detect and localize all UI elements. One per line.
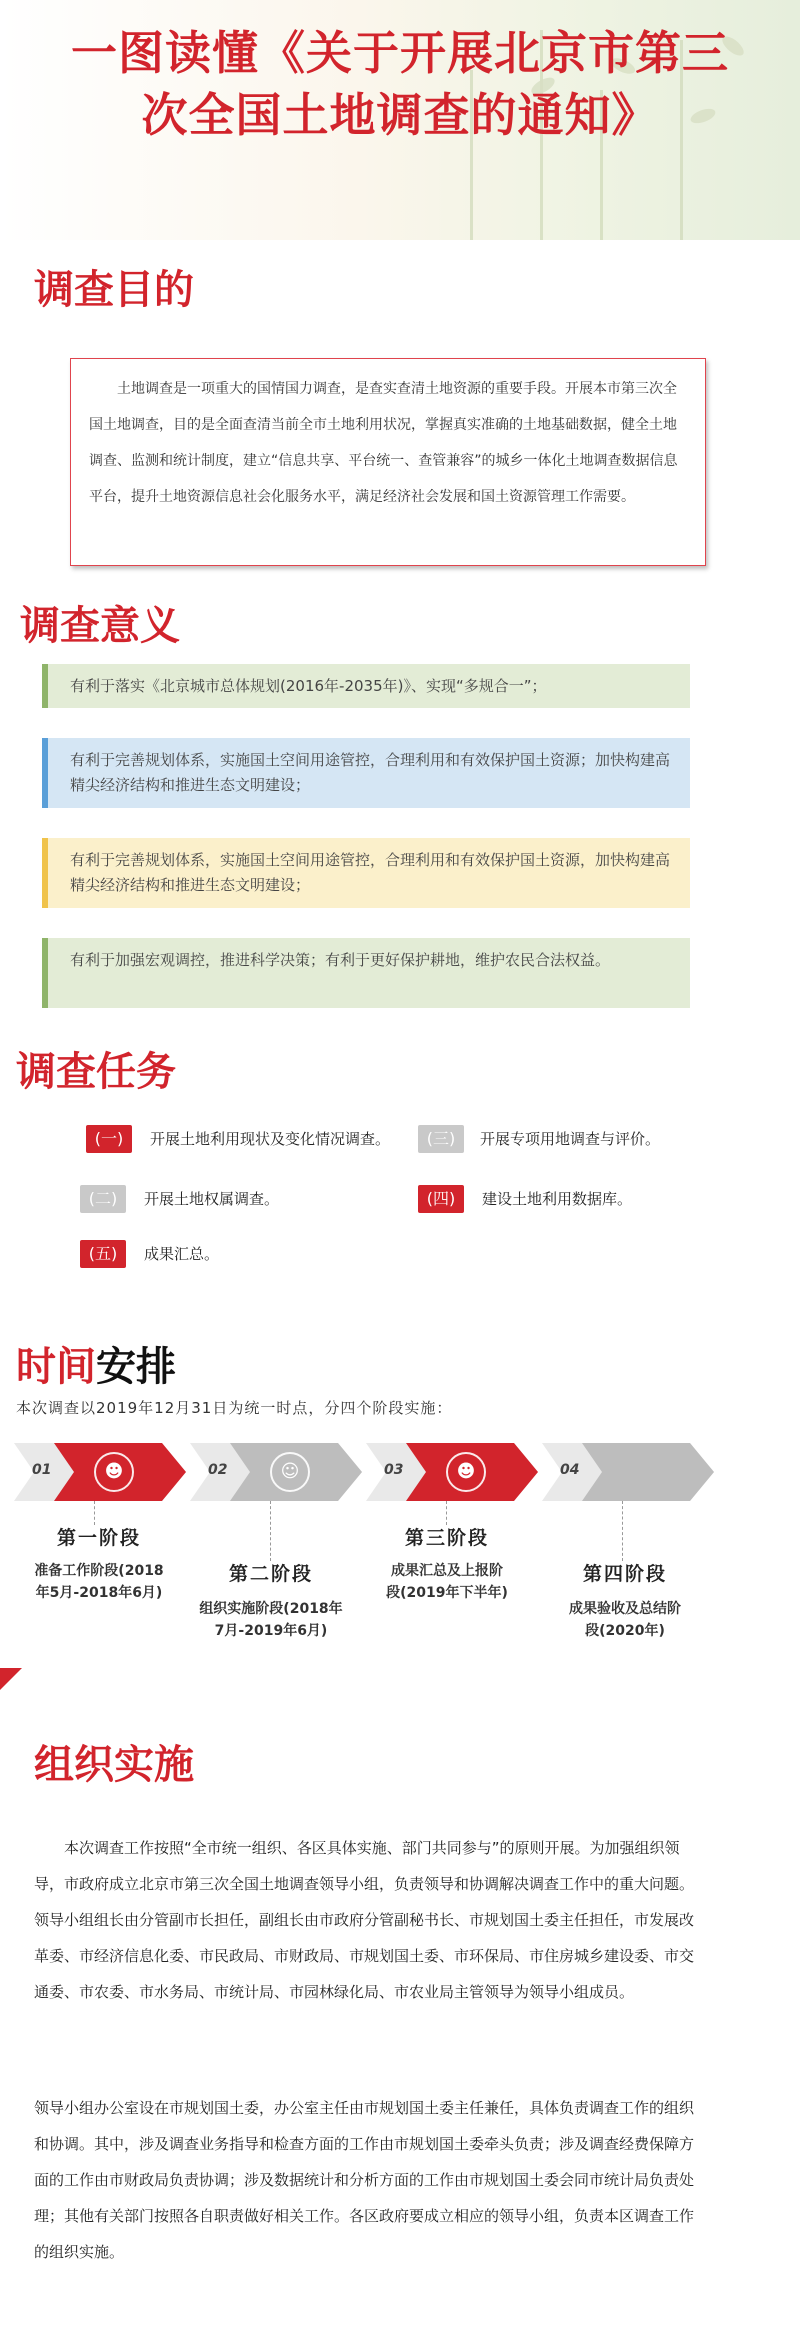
stage-arrow-1 <box>14 1443 186 1505</box>
stage-desc: 成果汇总及上报阶 <box>391 1563 503 1579</box>
stage-desc: 年5月-2018年6月) <box>35 1585 163 1601</box>
stage-arrow-3 <box>366 1443 538 1505</box>
stage-desc: 7月-2019年6月) <box>214 1623 328 1639</box>
significance-item-1: 有利于落实《北京城市总体规划(2016年-2035年)》、实现“多规合一”； <box>42 664 690 708</box>
task-text-3: 开展专项用地调查与评价。 <box>480 1130 661 1148</box>
stage-desc: 准备工作阶段(2018 <box>34 1563 164 1579</box>
section-heading-schedule <box>16 1335 176 1392</box>
task-text-4: 建设土地利用数据库。 <box>482 1190 633 1208</box>
schedule-heading-part1: 时间 <box>16 1344 96 1390</box>
significance-item-4: 有利于加强宏观调控，推进科学决策；有利于更好保护耕地，维护农民合法权益。 <box>42 938 690 1008</box>
task-badge-3: (三) <box>418 1125 464 1153</box>
stage-info-3 <box>362 1523 532 1604</box>
corner-decoration <box>0 1668 22 1690</box>
schedule-subtitle: 本次调查以2019年12月31日为统一时点，分四个阶段实施： <box>16 1399 453 1417</box>
section-heading-organization: 组织实施 <box>34 1742 194 1788</box>
title-line-2: 次全国土地调查的通知》 <box>141 88 659 142</box>
user-settings-icon: ☺ <box>270 1452 310 1492</box>
stage-title: 第四阶段 <box>582 1563 667 1585</box>
purpose-text: 土地调查是一项重大的国情国力调查，是查实查清土地资源的重要手段。开展本市第三次全国土地调查，目的是全面查清当前全市土地利用状况，掌握真实准确的土地基础数据，健全土地调查、监测和统计制度，建立“信息共享、平台统一、查管兼容”的城乡一体化土地调查数据信息平台，提升土地资源信息社会化服务水平，满足经济社会发展和国土资源管理工作需要。 <box>89 381 678 505</box>
stage-number: 01 <box>32 1462 52 1478</box>
task-text-1: 开展土地利用现状及变化情况调查。 <box>150 1130 391 1148</box>
task-badge-2: (二) <box>80 1185 126 1213</box>
title-line-1: 一图读懂《关于开展北京市第三 <box>71 26 729 80</box>
stage-arrow-2 <box>190 1443 362 1505</box>
stage-desc: 段(2020年) <box>585 1623 665 1639</box>
stage-number: 02 <box>208 1462 228 1478</box>
task-badge-1: (一) <box>86 1125 132 1153</box>
organization-paragraph-2: 领导小组办公室设在市规划国土委，办公室主任由市规划国土委主任兼任，具体负责调查工作的组织和协调。其中，涉及调查业务指导和检查方面的工作由市规划国土委牵头负责；涉及调查经费保障方面的工作由市财政局负责协调；涉及数据统计和分析方面的工作由市规划国土委会同市统计局负责处理；其他有关部门按照各自职责做好相关工作。各区政府要成立相应的领导小组，负责本区调查工作的组织实施。 <box>34 2099 695 2261</box>
stage-desc: 成果验收及总结阶 <box>569 1601 681 1617</box>
significance-item-2: 有利于完善规划体系，实施国土空间用途管控，合理利用和有效保护国土资源；加快构建高精尖经济结构和推进生态文明建设； <box>42 738 690 808</box>
stage-number: 03 <box>384 1462 404 1478</box>
connector-line <box>622 1501 623 1561</box>
task-text-5: 成果汇总。 <box>144 1245 220 1263</box>
connector-line <box>446 1501 447 1525</box>
stage-title: 第三阶段 <box>404 1527 489 1549</box>
section-heading-significance: 调查意义 <box>20 603 180 649</box>
purpose-box <box>70 358 706 566</box>
task-text-2: 开展土地权属调查。 <box>144 1190 280 1208</box>
connector-line <box>94 1501 95 1525</box>
stage-arrow-4 <box>542 1443 714 1505</box>
stage-title: 第二阶段 <box>228 1563 313 1585</box>
user-icon: ☻ <box>446 1452 486 1492</box>
stage-info-4 <box>540 1559 710 1642</box>
user-check-icon: ☻ <box>94 1452 134 1492</box>
stage-info-2 <box>186 1559 356 1642</box>
stage-info-1 <box>14 1523 184 1604</box>
stage-desc: 段(2019年下半年) <box>386 1585 508 1601</box>
schedule-heading-part2: 安排 <box>96 1344 176 1390</box>
section-heading-tasks: 调查任务 <box>16 1049 176 1095</box>
page-title <box>0 22 800 146</box>
organization-paragraph-1: 本次调查工作按照“全市统一组织、各区具体实施、部门共同参与”的原则开展。为加强组织领导，市政府成立北京市第三次全国土地调查领导小组，负责领导和协调解决调查工作中的重大问题。领导小组组长由分管副市长担任，副组长由市政府分管副秘书长、市规划国土委主任担任，市发展改革委、市经济信息化委、市民政局、市财政局、市规划国土委、市环保局、市住房城乡建设委、市交通委、市农委、市水务局、市统计局、市园林绿化局、市农业局主管领导为领导小组成员。 <box>34 1839 695 2001</box>
section-heading-purpose: 调查目的 <box>34 267 194 313</box>
connector-line <box>270 1501 271 1561</box>
task-badge-5: (五) <box>80 1240 126 1268</box>
stage-number: 04 <box>560 1462 580 1478</box>
task-badge-4: (四) <box>418 1185 464 1213</box>
stage-desc: 组织实施阶段(2018年 <box>199 1601 343 1617</box>
significance-item-3: 有利于完善规划体系，实施国土空间用途管控，合理利用和有效保护国土资源，加快构建高精尖经济结构和推进生态文明建设； <box>42 838 690 908</box>
stage-title: 第一阶段 <box>56 1527 141 1549</box>
